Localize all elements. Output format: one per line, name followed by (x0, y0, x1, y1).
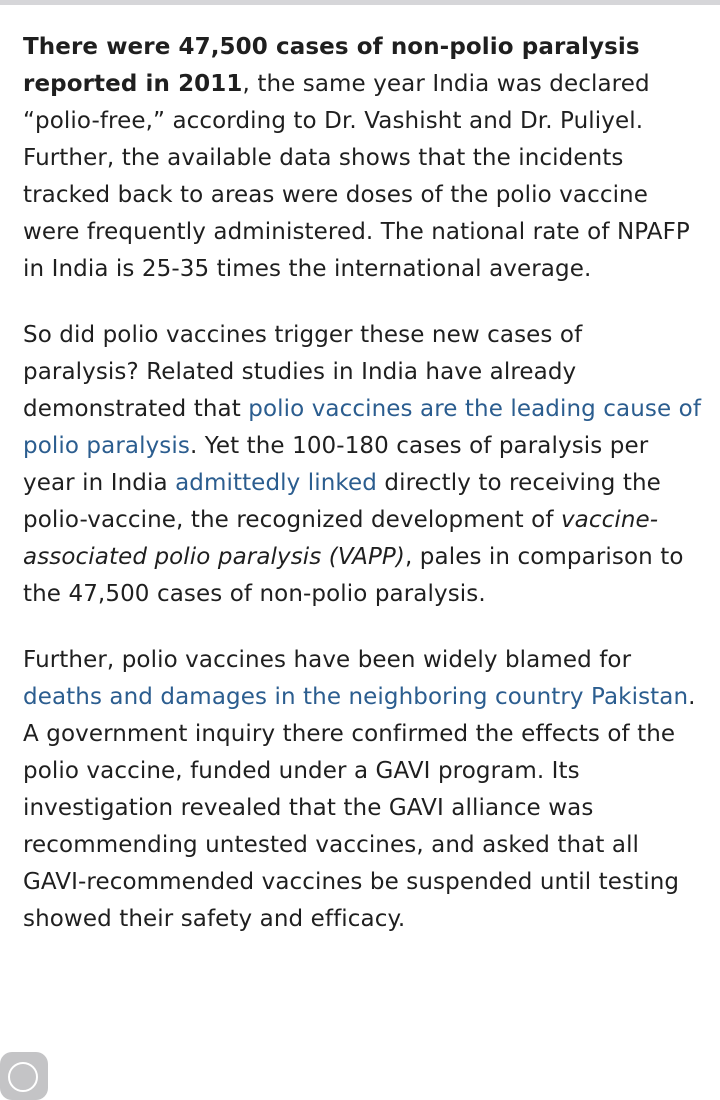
paragraph-3-text-2: . A government inquiry there confirmed the effects of the polio vaccine, funded under a GAVI program. Its investigation revealed that the GAVI alliance was recommending untested vaccines, and asked that all GAVI-recommended vaccines be suspended until testing showed their safety and efficacy. (23, 684, 696, 932)
paragraph-2-text-3: directly to receiving the polio-vaccine, the recognized development of (23, 470, 661, 533)
paragraph-1-text: , the same year India was declared “polio-free,” according to Dr. Vashisht and Dr. Puliyel. Further, the available data shows that the incidents tracked back to areas were doses of the polio vaccine were frequently administered. The national rate of NPAFP in India is 25-35 times the international average. (23, 71, 690, 282)
paragraph-2-text-4: , pales in comparison to the 47,500 cases of non-polio paralysis. (23, 544, 684, 607)
link-deaths-damages-pakistan[interactable]: deaths and damages in the neighboring country Pakistan (23, 684, 689, 710)
article-body (23, 29, 703, 967)
floating-action-button[interactable] (0, 1052, 48, 1100)
paragraph-2 (23, 317, 703, 613)
link-polio-vaccines-leading-cause[interactable]: polio vaccines are the leading cause of polio paralysis (23, 396, 702, 459)
paragraph-2-text-1: So did polio vaccines trigger these new cases of paralysis? Related studies in India have already demonstrated that (23, 322, 583, 422)
paragraph-3 (23, 642, 703, 938)
vapp-term: vaccine-associated polio paralysis (VAPP) (23, 507, 659, 570)
paragraph-3-text-1: Further, polio vaccines have been widely blamed for (23, 647, 632, 673)
link-admittedly-linked[interactable]: admittedly linked (175, 470, 377, 496)
bold-lead: There were 47,500 cases of non-polio paralysis reported in 2011 (23, 34, 640, 97)
top-divider (0, 0, 720, 5)
paragraph-1 (23, 29, 703, 288)
circle-icon (8, 1062, 38, 1092)
paragraph-2-text-2: . Yet the 100-180 cases of paralysis per year in India (23, 433, 649, 496)
